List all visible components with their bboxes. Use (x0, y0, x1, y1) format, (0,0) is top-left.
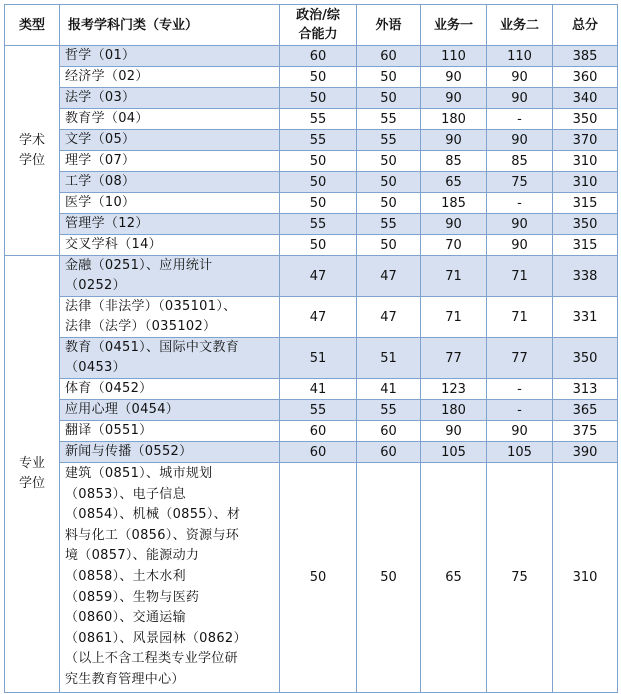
total-cell: 385 (553, 46, 618, 67)
course2-cell: 71 (487, 256, 553, 297)
course2-cell: 90 (487, 130, 553, 151)
total-cell: 310 (553, 151, 618, 172)
subject-cell: 经济学（02） (60, 67, 280, 88)
subject-line: （0860）、交通运输 (65, 610, 186, 626)
politics-cell: 55 (280, 400, 357, 421)
group-professional (5, 256, 60, 693)
total-cell: 360 (553, 67, 618, 88)
course2-cell: 90 (487, 421, 553, 442)
subject-cell (60, 463, 280, 693)
foreign-cell: 50 (357, 151, 421, 172)
politics-cell: 50 (280, 463, 357, 693)
subject-line: 法律（非法学）（035101）、 (65, 299, 237, 314)
course1-cell: 180 (421, 109, 487, 130)
politics-cell: 60 (280, 442, 357, 463)
foreign-cell: 50 (357, 193, 421, 214)
subject-line: （以上不含工程类专业学位研 (65, 651, 238, 667)
subject-cell: 文学（05） (60, 130, 280, 151)
group-academic (5, 46, 60, 256)
course2-cell: 110 (487, 46, 553, 67)
subject-cell: 教育学（04） (60, 109, 280, 130)
course2-cell: 90 (487, 88, 553, 109)
politics-cell: 51 (280, 338, 357, 379)
subject-cell: 理学（07） (60, 151, 280, 172)
subject-cell: 新闻与传播（0552） (60, 442, 280, 463)
course2-cell: 75 (487, 172, 553, 193)
course2-cell: - (487, 379, 553, 400)
foreign-cell: 50 (357, 172, 421, 193)
table-row (5, 130, 618, 151)
total-cell: 310 (553, 463, 618, 693)
foreign-cell: 51 (357, 338, 421, 379)
subject-cell (60, 297, 280, 338)
course1-cell: 90 (421, 88, 487, 109)
total-cell: 310 (553, 172, 618, 193)
course1-cell: 90 (421, 130, 487, 151)
course1-cell: 90 (421, 214, 487, 235)
course2-cell: - (487, 193, 553, 214)
course1-cell: 105 (421, 442, 487, 463)
total-cell: 350 (553, 338, 618, 379)
course1-cell: 90 (421, 421, 487, 442)
subject-line: 究生教育管理中心） (65, 671, 185, 687)
subject-cell (60, 338, 280, 379)
header-politics (280, 5, 357, 46)
subject-cell: 法学（03） (60, 88, 280, 109)
politics-cell: 50 (280, 151, 357, 172)
subject-line: 境（0857）、能源动力 (65, 548, 200, 564)
foreign-cell: 60 (357, 442, 421, 463)
total-cell: 313 (553, 379, 618, 400)
subject-cell: 医学（10） (60, 193, 280, 214)
course1-cell: 65 (421, 172, 487, 193)
table-row (5, 297, 618, 338)
subject-line: 法律（法学）（035102） (65, 319, 217, 334)
table-row (5, 400, 618, 421)
politics-cell: 60 (280, 421, 357, 442)
course2-cell: - (487, 109, 553, 130)
subject-cell: 哲学（01） (60, 46, 280, 67)
table-row (5, 214, 618, 235)
table-row (5, 67, 618, 88)
course2-cell: - (487, 400, 553, 421)
header-type: 类型 (5, 5, 60, 46)
course1-cell: 185 (421, 193, 487, 214)
total-cell: 390 (553, 442, 618, 463)
total-cell: 375 (553, 421, 618, 442)
table-row (5, 256, 618, 297)
total-cell: 350 (553, 109, 618, 130)
foreign-cell: 60 (357, 46, 421, 67)
course2-cell: 85 (487, 151, 553, 172)
subject-cell: 交叉学科（14） (60, 235, 280, 256)
politics-cell: 55 (280, 130, 357, 151)
header-politics-line2: 合能力 (298, 27, 338, 42)
total-cell: 338 (553, 256, 618, 297)
course1-cell: 110 (421, 46, 487, 67)
header-row (5, 5, 618, 46)
politics-cell: 50 (280, 235, 357, 256)
course2-cell: 71 (487, 297, 553, 338)
subject-line: （0453） (65, 360, 126, 375)
header-total: 总分 (553, 5, 618, 46)
total-cell: 370 (553, 130, 618, 151)
course1-cell: 65 (421, 463, 487, 693)
course2-cell: 90 (487, 214, 553, 235)
total-cell: 365 (553, 400, 618, 421)
subject-cell: 管理学（12） (60, 214, 280, 235)
table-row (5, 463, 618, 693)
subject-cell: 翻译（0551） (60, 421, 280, 442)
table-row (5, 379, 618, 400)
foreign-cell: 55 (357, 130, 421, 151)
politics-cell: 47 (280, 297, 357, 338)
table-row (5, 46, 618, 67)
course2-cell: 90 (487, 67, 553, 88)
foreign-cell: 60 (357, 421, 421, 442)
header-politics-line1: 政治/综 (296, 8, 340, 23)
subject-cell: 体育（0452） (60, 379, 280, 400)
table-row (5, 421, 618, 442)
total-cell: 315 (553, 193, 618, 214)
subject-cell: 应用心理（0454） (60, 400, 280, 421)
table-row (5, 442, 618, 463)
course1-cell: 77 (421, 338, 487, 379)
total-cell: 315 (553, 235, 618, 256)
course1-cell: 90 (421, 67, 487, 88)
course2-cell: 75 (487, 463, 553, 693)
table-row (5, 235, 618, 256)
politics-cell: 60 (280, 46, 357, 67)
politics-cell: 55 (280, 214, 357, 235)
header-foreign: 外语 (357, 5, 421, 46)
course1-cell: 85 (421, 151, 487, 172)
politics-cell: 50 (280, 67, 357, 88)
table-row (5, 88, 618, 109)
table-row (5, 151, 618, 172)
table-row (5, 109, 618, 130)
score-table-wrapper (4, 4, 618, 693)
politics-cell: 47 (280, 256, 357, 297)
course1-cell: 70 (421, 235, 487, 256)
subject-line: 料与化工（0856）、资源与环 (65, 527, 240, 543)
header-subject: 报考学科门类（专业） (60, 5, 280, 46)
foreign-cell: 41 (357, 379, 421, 400)
subject-line: （0252） (65, 278, 126, 293)
subject-line: （0859）、生物与医药 (65, 589, 200, 605)
course1-cell: 123 (421, 379, 487, 400)
subject-line: （0853）、电子信息 (65, 486, 186, 502)
foreign-cell: 47 (357, 256, 421, 297)
group-professional-line2: 学位 (18, 475, 45, 491)
group-professional-line1: 专业 (18, 455, 45, 471)
politics-cell: 41 (280, 379, 357, 400)
table-row (5, 193, 618, 214)
politics-cell: 50 (280, 193, 357, 214)
subject-line: （0861）、风景园林（0862） (65, 630, 247, 646)
foreign-cell: 50 (357, 235, 421, 256)
total-cell: 350 (553, 214, 618, 235)
subject-cell (60, 256, 280, 297)
foreign-cell: 50 (357, 463, 421, 693)
course1-cell: 71 (421, 297, 487, 338)
subject-line: 建筑（0851）、城市规划 (65, 466, 213, 481)
foreign-cell: 55 (357, 109, 421, 130)
subject-line: （0858）、土木水利 (65, 568, 186, 584)
politics-cell: 50 (280, 172, 357, 193)
course2-cell: 90 (487, 235, 553, 256)
total-cell: 340 (553, 88, 618, 109)
course1-cell: 180 (421, 400, 487, 421)
foreign-cell: 47 (357, 297, 421, 338)
foreign-cell: 50 (357, 88, 421, 109)
group-academic-line1: 学术 (18, 132, 45, 148)
subject-line: （0854）、机械（0855）、材 (65, 507, 241, 523)
subject-line: 金融（0251）、应用统计 (65, 258, 213, 273)
course1-cell: 71 (421, 256, 487, 297)
subject-cell: 工学（08） (60, 172, 280, 193)
group-academic-line2: 学位 (18, 152, 45, 168)
foreign-cell: 50 (357, 67, 421, 88)
foreign-cell: 55 (357, 214, 421, 235)
header-course1: 业务一 (421, 5, 487, 46)
politics-cell: 55 (280, 109, 357, 130)
course2-cell: 77 (487, 338, 553, 379)
table-row (5, 172, 618, 193)
header-course2: 业务二 (487, 5, 553, 46)
politics-cell: 50 (280, 88, 357, 109)
subject-line: 教育（0451）、国际中文教育 (65, 340, 240, 355)
foreign-cell: 55 (357, 400, 421, 421)
score-line-table (4, 4, 618, 693)
course2-cell: 105 (487, 442, 553, 463)
table-row (5, 338, 618, 379)
total-cell: 331 (553, 297, 618, 338)
